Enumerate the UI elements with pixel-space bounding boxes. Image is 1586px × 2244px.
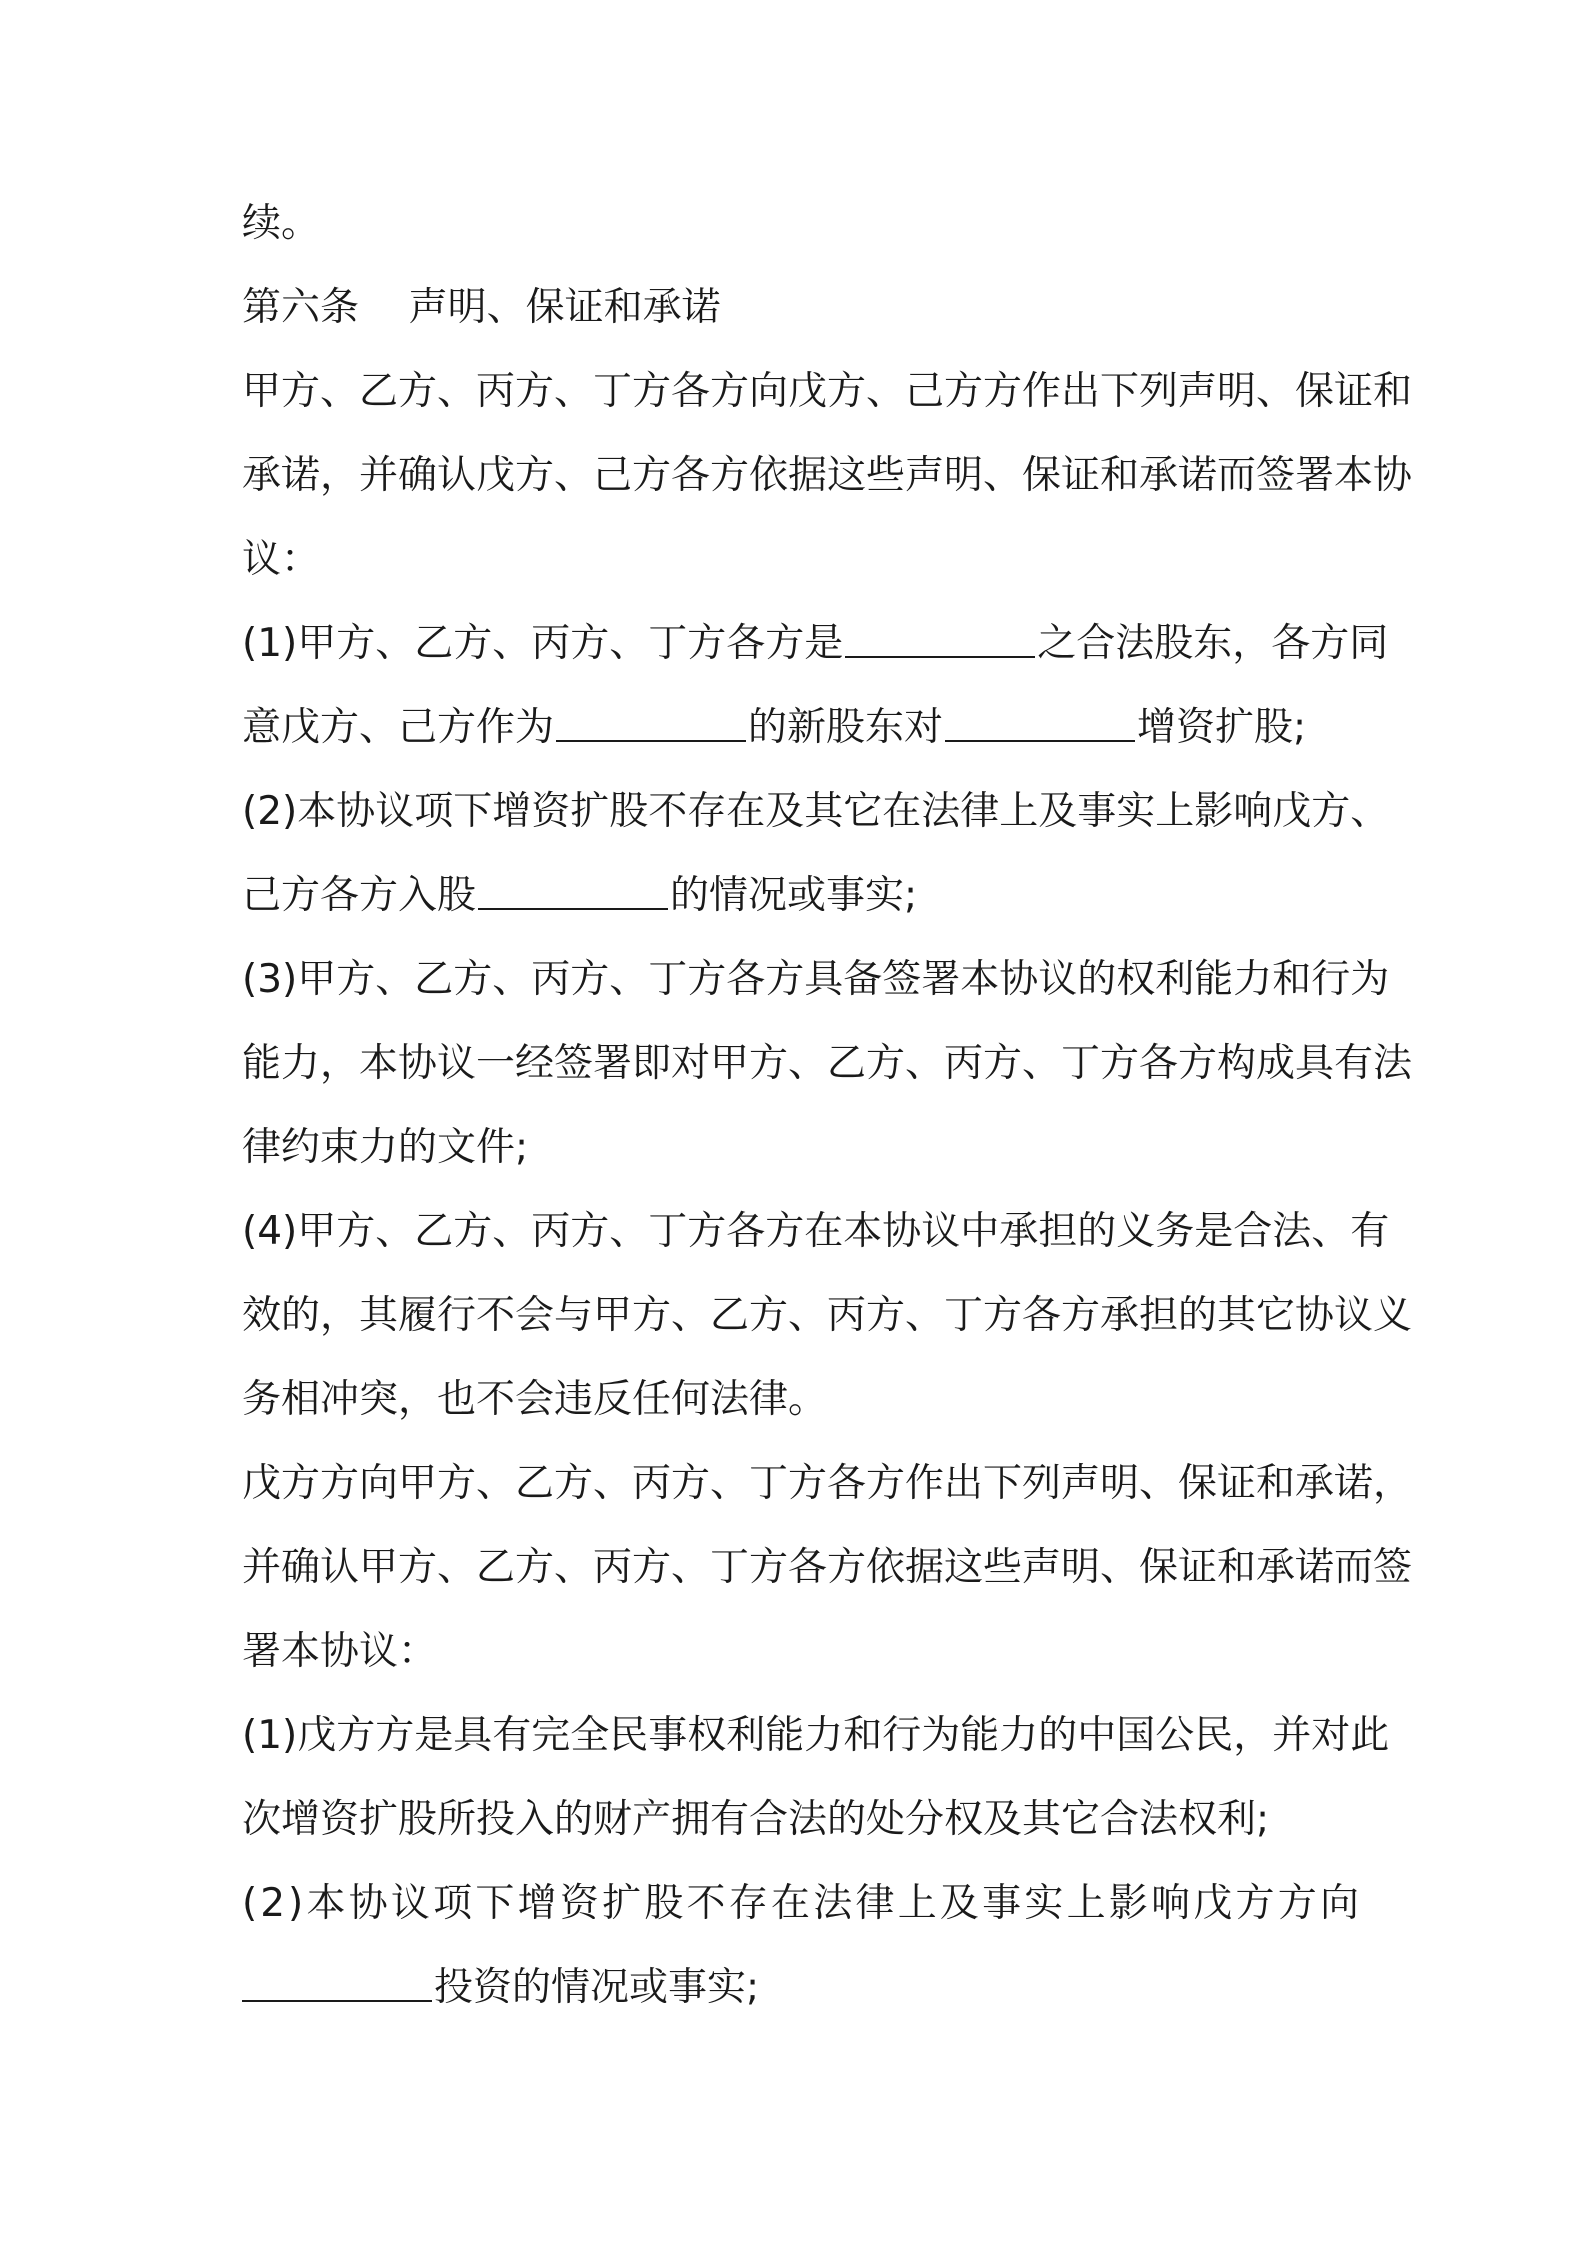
text-line [242, 1442, 1413, 1526]
text-line [242, 1022, 1413, 1106]
text-line [242, 938, 1390, 1022]
line-text: 甲方、乙方、丙方、丁方各方向戊方、己方方作出下列声明、保证和 [242, 369, 1413, 414]
line-text: 并确认甲方、乙方、丙方、丁方各方依据这些声明、保证和承诺而签 [242, 1545, 1413, 1590]
text-line [242, 1862, 1362, 1946]
text-line [242, 1190, 1390, 1274]
text-line [242, 770, 1390, 854]
line-text: 之合法股东，各方同 [1037, 621, 1389, 666]
line-text: 律约束力的文件; [242, 1125, 529, 1170]
text-line [242, 686, 1362, 770]
text-line [242, 350, 1413, 434]
line-text: 己方各方入股 [242, 873, 477, 918]
text-line [242, 182, 1362, 266]
line-text: 承诺，并确认戊方、己方各方依据这些声明、保证和承诺而签署本协 [242, 453, 1413, 498]
text-line [242, 1610, 1362, 1694]
text-line [242, 1526, 1413, 1610]
line-text: 次增资扩股所投入的财产拥有合法的处分权及其它合法权利; [242, 1797, 1270, 1842]
line-text: (4)甲方、乙方、丙方、丁方各方在本协议中承担的义务是合法、有 [242, 1209, 1390, 1254]
line-text: 署本协议： [242, 1629, 438, 1674]
line-text: 能力，本协议一经签署即对甲方、乙方、丙方、丁方各方构成具有法 [242, 1041, 1413, 1086]
fill-in-blank [242, 1960, 432, 2002]
text-line [242, 854, 1362, 938]
line-text: 效的，其履行不会与甲方、乙方、丙方、丁方各方承担的其它协议义 [242, 1293, 1413, 1338]
line-text: 议： [242, 537, 321, 582]
text-line [242, 1106, 1362, 1190]
fill-in-blank [478, 868, 668, 910]
line-text: 增资扩股; [1137, 705, 1307, 750]
fill-in-blank [845, 616, 1035, 658]
line-text: 第六条 声明、保证和承诺 [242, 285, 721, 330]
line-text: (3)甲方、乙方、丙方、丁方各方具备签署本协议的权利能力和行为 [242, 957, 1390, 1002]
text-line [242, 1946, 1362, 2030]
text-line [242, 1778, 1362, 1862]
line-text: 戊方方向甲方、乙方、丙方、丁方各方作出下列声明、保证和承诺， [242, 1461, 1413, 1506]
line-text: (2)本协议项下增资扩股不存在及其它在法律上及事实上影响戊方、 [242, 789, 1390, 834]
line-text: 意戊方、己方作为 [242, 705, 555, 750]
text-line [242, 434, 1413, 518]
fill-in-blank [945, 700, 1135, 742]
line-text: 的情况或事实; [670, 873, 918, 918]
text-line [242, 518, 1362, 602]
line-text: 的新股东对 [748, 705, 944, 750]
line-text: 续。 [242, 201, 321, 246]
line-text: 务相冲突，也不会违反任何法律。 [242, 1377, 828, 1422]
text-line [242, 1694, 1390, 1778]
line-text: (1)甲方、乙方、丙方、丁方各方是 [242, 621, 844, 666]
text-line [242, 602, 1389, 686]
text-line [242, 1358, 1362, 1442]
article-heading [242, 266, 1362, 350]
fill-in-blank [556, 700, 746, 742]
text-line [242, 1274, 1413, 1358]
line-text: (1)戊方方是具有完全民事权利能力和行为能力的中国公民，并对此 [242, 1713, 1390, 1758]
line-text: 投资的情况或事实; [434, 1965, 760, 2010]
line-text: (2)本协议项下增资扩股不存在法律上及事实上影响戊方方向 [242, 1881, 1362, 1926]
